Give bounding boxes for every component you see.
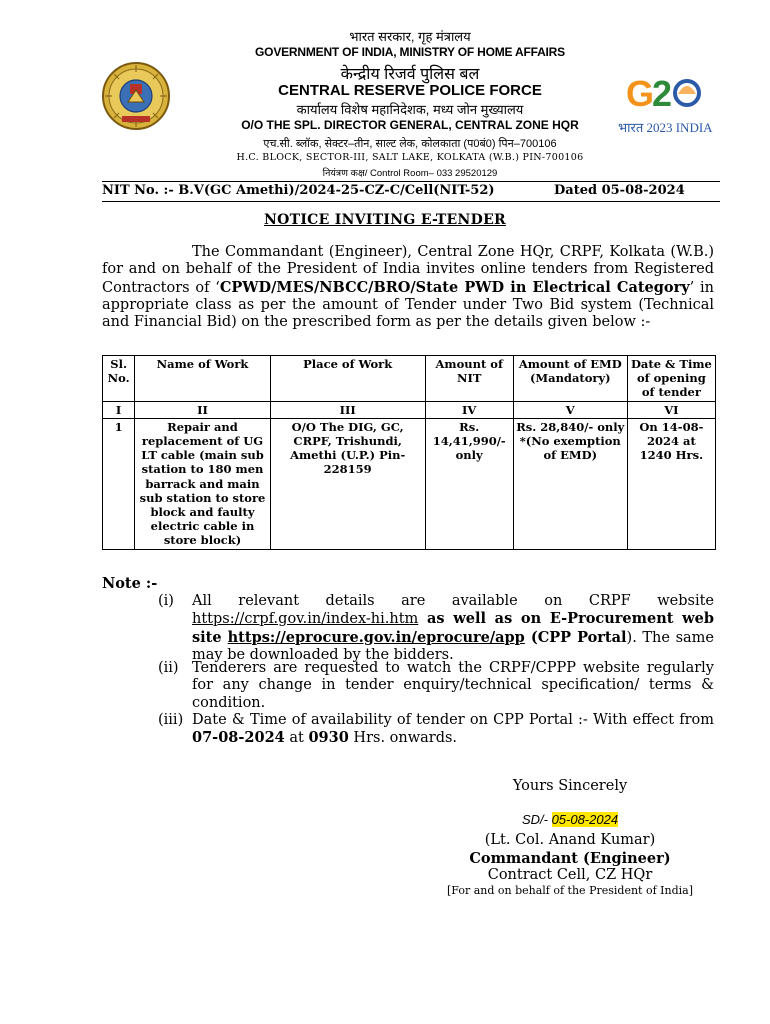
signatory-unit: Contract Cell, CZ HQr: [487, 867, 653, 883]
cell-place-of-work: O/O The DIG, GC, CRPF, Trishundi, Amethi (U.P.) Pin-228159: [270, 418, 425, 549]
table-header: Place of Work: [270, 356, 425, 402]
cell-amount: Rs. 14,41,990/- only: [425, 418, 513, 549]
hindi-address: एच.सी. ब्लॉक, सेक्टर–तीन, साल्ट लेक, कोलकाता (प0बं0) पिन–700106: [263, 138, 557, 150]
intro-part2: ’ in appropriate class as per the amount of Tender under Two Bid system (Technical and Financial Bid) on the prescribed form as per the details given below :-: [102, 279, 714, 331]
table-header: Name of Work: [135, 356, 271, 402]
notice-title: NOTICE INVITING E-TENDER: [264, 212, 506, 228]
table-numeral-row: [103, 401, 716, 418]
cell-sl: 1: [103, 418, 135, 549]
intro-category: CPWD/MES/NBCC/BRO/State PWD in Electrical Category: [219, 278, 690, 296]
signatory-name: (Lt. Col. Anand Kumar): [484, 832, 656, 848]
signatory-designation: Commandant (Engineer): [469, 850, 671, 867]
office-name: O/O THE SPL. DIRECTOR GENERAL, CENTRAL ZONE HQR: [241, 118, 579, 132]
hindi-ministry: भारत सरकार, गृह मंत्रालय: [349, 29, 471, 44]
eprocure-link[interactable]: https://eprocure.gov.in/eprocure/app: [227, 628, 525, 646]
force-name: CENTRAL RESERVE POLICE FORCE: [278, 82, 542, 99]
intro-paragraph: [102, 244, 714, 331]
table-header: Date & Time of opening of tender: [627, 356, 715, 402]
control-room: नियंत्रण कक्ष/ Control Room– 033 29520129: [322, 168, 498, 179]
column-numeral: IV: [425, 401, 513, 418]
note-text: Date & Time of availability of tender on CPP Portal :- With effect from 07-08-2024 at 0930 Hrs. onwards.: [192, 712, 714, 747]
column-numeral: I: [103, 401, 135, 418]
column-numeral: VI: [627, 401, 715, 418]
header-divider: [102, 181, 720, 182]
note-number: (ii): [158, 660, 179, 676]
closing: Yours Sincerely: [512, 778, 628, 794]
crpf-website-link[interactable]: https://crpf.gov.in/index-hi.htm: [192, 611, 419, 628]
cell-emd: Rs. 28,840/- only *(No exemption of EMD): [513, 418, 627, 549]
column-numeral: V: [513, 401, 627, 418]
tender-table: [102, 355, 716, 550]
column-numeral: III: [270, 401, 425, 418]
signature-date: 05-08-2024: [551, 812, 619, 827]
svg-text:2: 2: [652, 73, 673, 114]
signature-sd: SD/- 05-08-2024: [521, 812, 619, 827]
crpf-emblem-icon: [100, 60, 172, 132]
note-text: All relevant details are available on CRPF website https://crpf.gov.in/index-hi.htm as well as on E-Procurement web site https://eprocure.gov.in/eprocure/app (CPP Portal). The same may be downloaded by the bidders.: [192, 593, 714, 663]
intro-part1: The Commandant (Engineer), Central Zone HQr, CRPF, Kolkata (W.B.) for and on behalf of the President of India invites online tenders from Registered Contractors of ‘: [102, 244, 714, 296]
hindi-office: कार्यालय विशेष महानिदेशक, मध्य जोन मुख्यालय: [296, 102, 524, 117]
note-label: Note :-: [102, 575, 158, 592]
nit-number: NIT No. :- B.V(GC Amethi)/2024-25-CZ-C/Cell(NIT-52): [102, 183, 495, 198]
svg-text:G: G: [626, 73, 655, 114]
table-header-row: [103, 356, 716, 402]
note-text: Tenderers are requested to watch the CRPF/CPPP website regularly for any change in tender enquiry/technical specification/ terms & condition.: [192, 660, 714, 711]
government-line: GOVERNMENT OF INDIA, MINISTRY OF HOME AFFAIRS: [255, 45, 565, 59]
nit-divider: [102, 201, 720, 202]
g20-logo-icon: [612, 62, 727, 138]
address: H.C. BLOCK, SECTOR-III, SALT LAKE, KOLKATA (W.B.) PIN-700106: [236, 152, 584, 163]
note-number: (i): [158, 593, 174, 609]
letterhead: [0, 0, 770, 180]
table-header: Amount of EMD (Mandatory): [513, 356, 627, 402]
svg-text:भारत 2023 INDIA: भारत 2023 INDIA: [618, 120, 713, 135]
cell-opening-date: On 14-08-2024 at 1240 Hrs.: [627, 418, 715, 549]
table-header: Amount of NIT: [425, 356, 513, 402]
nit-date: Dated 05-08-2024: [554, 183, 685, 198]
behalf-line: [For and on behalf of the President of India]: [447, 884, 693, 897]
column-numeral: II: [135, 401, 271, 418]
cell-name-of-work: Repair and replacement of UG LT cable (main sub station to 180 men barrack and main sub station to store block and faulty electric cable in store block): [135, 418, 271, 549]
table-header: Sl. No.: [103, 356, 135, 402]
note-number: (iii): [158, 712, 184, 728]
table-row: [103, 418, 716, 549]
hindi-force: केन्द्रीय रिजर्व पुलिस बल: [340, 66, 480, 83]
